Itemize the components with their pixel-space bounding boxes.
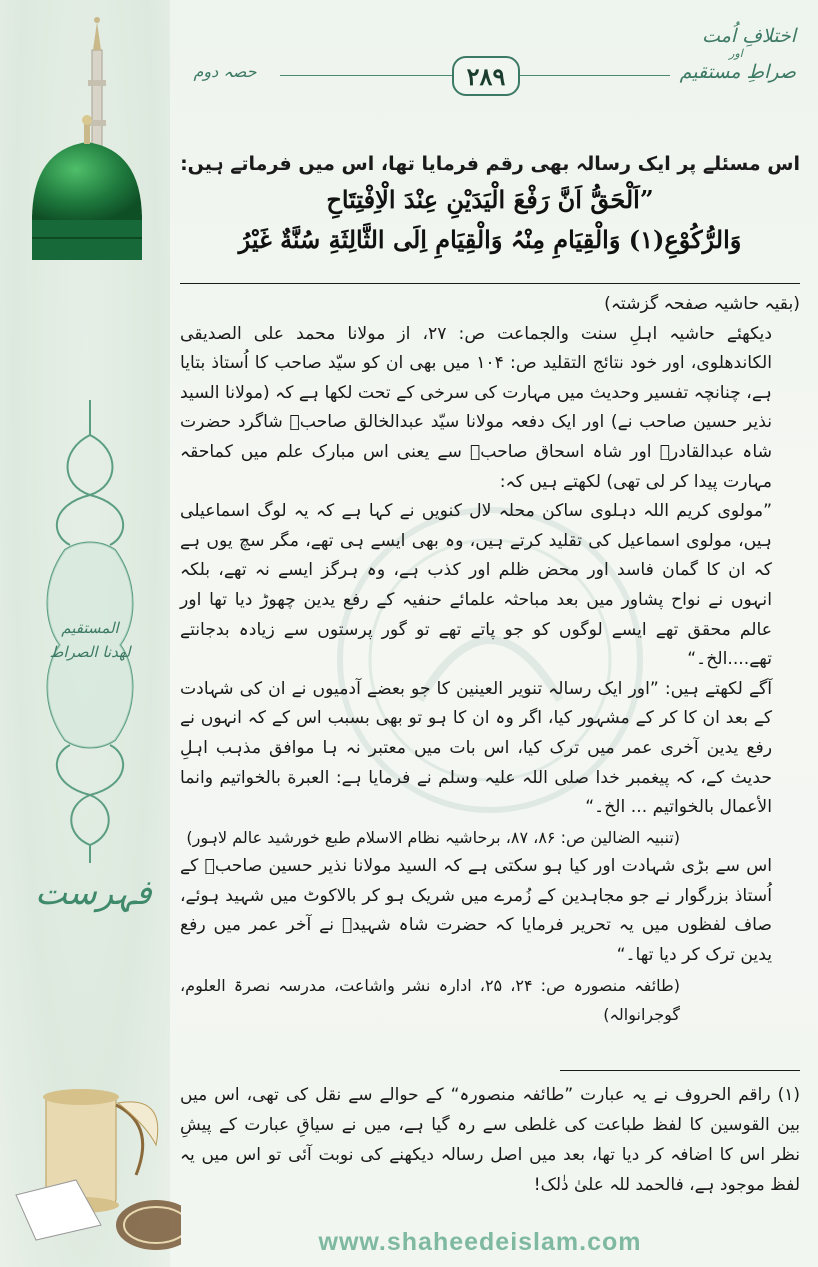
book-title-line2: صراطِ مستقیم — [679, 61, 796, 83]
paragraph: اس سے بڑی شہادت اور کیا ہو سکتی ہے کہ السید مولانا نذیر حسین صاحبؒ کے اُستاذ بزرگوار نے جو مجاہدین کے زُمرے میں شریک ہو کر بالاکوٹ میں شہید ہوئے، صاف لفظوں میں یہ تحریر فرمایا کہ حضرت شاہ شہیدؒ نے آخر عمر میں رفع یدین ترک کر دیا تھا۔“ — [180, 856, 772, 966]
page-number: ۲۸۹ — [452, 56, 520, 96]
book-title — [676, 24, 796, 84]
arabic-quote — [180, 180, 800, 260]
book-title-separator: اور — [729, 47, 743, 60]
paragraph: دیکھئے حاشیہ اہلِ سنت والجماعت ص: ۲۷، از مولانا محمد علی الصدیقی الکاندھلوی، اور خود نتائج التقلید ص: ۱۰۴ میں بھی ان کو سیّد صاحب کا اُستاذ بتایا ہے، چنانچہ تفسیر وحدیث میں مہارت کی سرخی کے تحت لکھا ہے کہ (مولانا السید نذیر حسین صاحب نے) اور ایک دفعہ مولانا سیّد عبدالخالق صاحبؒ شاگرد حضرت شاہ عبدالقادرؒ اور شاہ اسحاق صاحبؒ سے یعنی اس مبارک علم میں کماحقہ مہارت پیدا کر لی تھی) لکھتے ہیں کہ: — [180, 323, 772, 492]
arabic-line-2: وَالرُّکُوْعِ(۱) وَالْقِیَامِ مِنْہُ وَالْقِیَامِ اِلَی الثَّالِثَةِ سُنَّةٌ غَیْرُ — [238, 225, 742, 254]
left-sidebar — [0, 0, 170, 1267]
continued-note: (بقیہ حاشیہ صفحہ گزشتہ) — [604, 294, 800, 314]
arabic-line-1: ”اَلْحَقُّ اَنَّ رَفْعَ الْیَدَیْنِ عِنْدَ الْاِفْتِتَاحِ — [326, 185, 654, 214]
section-label: حصہ دوم — [193, 62, 257, 81]
footnote — [180, 1080, 800, 1200]
citation: (طائفہ منصورہ ص: ۲۴، ۲۵، ادارہ نشر واشاعت، مدرسہ نصرۃ العلوم، گوجرانوالہ) — [180, 975, 681, 1025]
intro-line: اس مسئلے پر ایک رسالہ بھی رقم فرمایا تھا، اس میں فرماتے ہیں: — [180, 153, 800, 175]
ornamental-frame — [40, 395, 140, 865]
top-divider — [180, 283, 800, 284]
index-link[interactable]: فہرست — [35, 873, 152, 913]
paragraph: آگے لکھتے ہیں: ”اور ایک رسالہ تنویر العینین کا جو بعضے آدمیوں نے ان کی شہادت کے بعد ان کا کر کے مشہور کیا، اگر وہ ان کا ہو تو بھی بسبب اس کے کہ انہوں نے رفع یدین آخری عمر میں ترک کیا، اس بات میں معتبر نہ ہا موافق مذہب اہلِ حدیث کے، کہ پیغمبر خدا صلی اللہ علیہ وسلم نے فرمایا ہے: العبرة بالخواتیم وانما الأعمال بالخواتیم ... الخ۔“ — [180, 678, 772, 818]
citation: (تنبیہ الضالین ص: ۸۶، ۸۷، برحاشیہ نظام الاسلام طبع خورشید عالم لاہور) — [186, 827, 680, 847]
footnote-text: (۱) راقم الحروف نے یہ عبارت ”طائفہ منصورہ“ کے حوالے سے نقل کی تھی، اس میں بین القوسین کا لفظ طباعت کی غلطی سے رہ گیا ہے، میں نے سیاقِ عبارت کے پیشِ نظر اس کا اضافہ کر دیا تھا، بعد میں اصل رسالہ دیکھنے کی نوبت آئی تو اس میں یہ لفظ موجود ہے، فالحمد للہ علیٰ ذٰلک! — [180, 1085, 800, 1195]
website-link[interactable]: www.shaheedeislam.com — [318, 1228, 642, 1256]
ornament-text-top: المستقیم — [61, 619, 119, 637]
ornament-text-bottom: لھدنا الصراط — [49, 643, 131, 661]
book-title-line1: اختلافِ اُمت — [702, 25, 796, 47]
scroll-quill-image — [6, 1085, 181, 1255]
mosque-dome-image — [10, 10, 160, 270]
footnote-divider — [560, 1070, 800, 1071]
quote-paragraph: ”مولوی کریم اللہ دہلوی ساکن محلہ لال کنویں نے کہا ہے کہ یہ لوگ اسماعیلی ہیں، مولوی اسماعیل کی تقلید کرتے ہیں، وہ بھی ایسے ہی تھے، مگر سچ یوں ہے کہ ان کا گمان فاسد اور محض ظلم اور کذب ہے، وہ ہرگز ایسے نہ تھے، بلکہ انہوں نے نواح پشاور میں بعد مباحثہ علمائے حنفیہ کے رفع یدین چھوڑ دیا تھا اور عالم محقق تھے ایسے لوگوں کو جو پاتے تھے تو گور پرستوں سے زیادہ بدجانتے تھے....الخ۔“ — [180, 501, 772, 670]
body-text — [180, 290, 800, 1030]
